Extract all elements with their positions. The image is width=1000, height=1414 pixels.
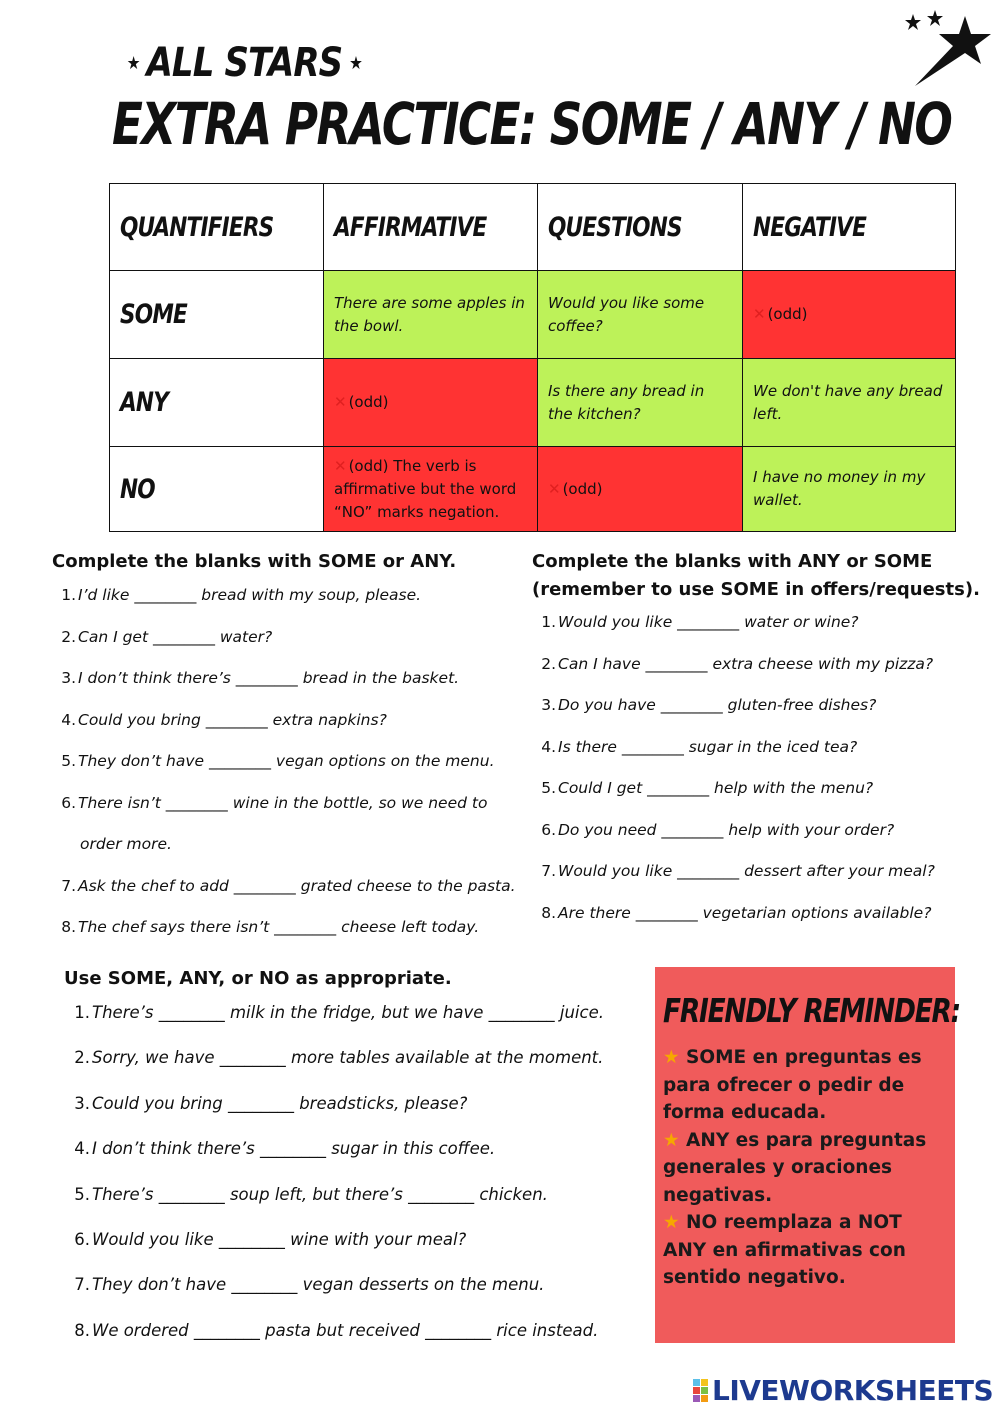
- table-row: [110, 359, 956, 447]
- table-header-cell: QUESTIONS: [538, 184, 743, 271]
- list-item: 4. I don’t think there’s ________ sugar in this coffee.: [74, 1139, 496, 1159]
- list-item: 1. I’d like ________ bread with my soup, please.: [61, 586, 422, 604]
- cross-icon: ✕: [753, 305, 766, 323]
- list-item: 8. We ordered ________ pasta but received ________ rice instead.: [74, 1320, 599, 1340]
- list-item: 2. Sorry, we have ________ more tables available at the moment.: [74, 1048, 604, 1068]
- section2-title-line: (remember to use SOME in offers/requests).: [532, 579, 980, 600]
- row-label: ANY: [110, 359, 324, 447]
- row-label: SOME: [110, 271, 324, 359]
- logo-blocks-icon: [693, 1379, 708, 1402]
- list-item: 7. Would you like ________ dessert after your meal?: [541, 862, 935, 880]
- section2-title: [532, 548, 980, 604]
- table-row: [110, 447, 956, 532]
- table-header-cell: AFFIRMATIVE: [324, 184, 538, 271]
- reminder-box: [655, 967, 961, 1343]
- list-item: 8. The chef says there isn’t ________ cheese left today.: [61, 918, 480, 936]
- table-cell: I have no money in my wallet.: [743, 447, 956, 532]
- table-row: [110, 271, 956, 359]
- list-item: 3. Do you have ________ gluten-free dishes?: [541, 696, 877, 714]
- reminder-point: ★ SOME en preguntas es para ofrecer o pedir de forma educada.: [663, 1047, 922, 1123]
- row-label: NO: [110, 447, 324, 532]
- list-item: 7. They don’t have ________ vegan desserts on the menu.: [74, 1275, 545, 1295]
- section1-list: [52, 586, 516, 960]
- star-icon: ★: [663, 1047, 680, 1068]
- list-item: 7. Ask the chef to add ________ grated cheese to the pasta.: [61, 876, 516, 895]
- star-icon: ★: [349, 52, 362, 74]
- list-item: 5. Could I get ________ help with the menu?: [541, 779, 874, 797]
- list-item: 2. Can I get ________ water?: [61, 627, 273, 646]
- table-header-cell: NEGATIVE: [743, 184, 956, 271]
- list-item: 6. Would you like ________ wine with your meal?: [74, 1229, 467, 1249]
- section3-title: Use SOME, ANY, or NO as appropriate.: [64, 968, 452, 989]
- stars-logo-icon: [895, 8, 995, 88]
- page-title: EXTRA PRACTICE: SOME / ANY / NO: [112, 90, 952, 158]
- header-subtitle-text: ALL STARS: [146, 40, 343, 86]
- reminder-point: ★ NO reemplaza a NOT ANY en afirmativas con sentido negativo.: [663, 1212, 906, 1288]
- section1-title: Complete the blanks with SOME or ANY.: [52, 551, 457, 572]
- table-cell: ✕ (odd): [743, 271, 956, 359]
- list-item: 5. There’s ________ soup left, but there’s ________ chicken.: [74, 1184, 548, 1204]
- reminder-point: ★ ANY es para preguntas generales y oraciones negativas.: [663, 1129, 927, 1206]
- table-cell: ✕ (odd): [324, 359, 538, 447]
- list-item: 3. Could you bring ________ breadsticks, please?: [74, 1093, 468, 1113]
- list-item: 1. There’s ________ milk in the fridge, but we have ________ juice.: [74, 1003, 604, 1022]
- star-icon: ★: [663, 1212, 680, 1233]
- quantifiers-table: [109, 183, 956, 532]
- table-cell: ✕ (odd) The verb is affirmative but the word “NO” marks negation.: [324, 447, 538, 532]
- section3-list: [66, 1003, 604, 1366]
- liveworksheets-logo[interactable]: [693, 1374, 993, 1407]
- logo-text: LIVEWORKSHEETS: [712, 1374, 994, 1407]
- reminder-title: FRIENDLY REMINDER:: [663, 991, 961, 1030]
- table-cell: We don't have any bread left.: [743, 359, 956, 447]
- header-subtitle: [120, 40, 369, 86]
- section2-list: [532, 613, 935, 945]
- list-item: 6. Do you need ________ help with your order?: [541, 820, 895, 839]
- list-item: 1. Would you like ________ water or wine?: [541, 613, 859, 631]
- table-cell: There are some apples in the bowl.: [324, 271, 538, 359]
- star-icon: ★: [663, 1129, 680, 1151]
- table-cell: Would you like some coffee?: [538, 271, 743, 359]
- section2-title-line: Complete the blanks with ANY or SOME: [532, 551, 933, 572]
- list-item: 8. Are there ________ vegetarian options available?: [541, 903, 932, 922]
- list-item: 5. They don’t have ________ vegan options on the menu.: [61, 752, 495, 770]
- table-header-cell: QUANTIFIERS: [110, 184, 324, 271]
- table-header-row: [110, 184, 956, 271]
- table-cell: ✕ (odd): [538, 447, 743, 532]
- list-item-continuation: order more.: [80, 835, 172, 853]
- cross-icon: ✕: [334, 393, 347, 411]
- cross-icon: ✕: [334, 456, 347, 475]
- list-item: 3. I don’t think there’s ________ bread in the basket.: [61, 669, 460, 687]
- table-cell: Is there any bread in the kitchen?: [538, 359, 743, 447]
- list-item: 4. Is there ________ sugar in the iced tea?: [541, 737, 858, 756]
- star-icon: ★: [126, 52, 140, 74]
- cross-icon: ✕: [548, 479, 561, 498]
- list-item: 2. Can I have ________ extra cheese with my pizza?: [541, 654, 934, 673]
- list-item: 4. Could you bring ________ extra napkins?: [61, 710, 387, 729]
- list-item: 6. There isn’t ________ wine in the bottle, so we need to: [61, 793, 488, 812]
